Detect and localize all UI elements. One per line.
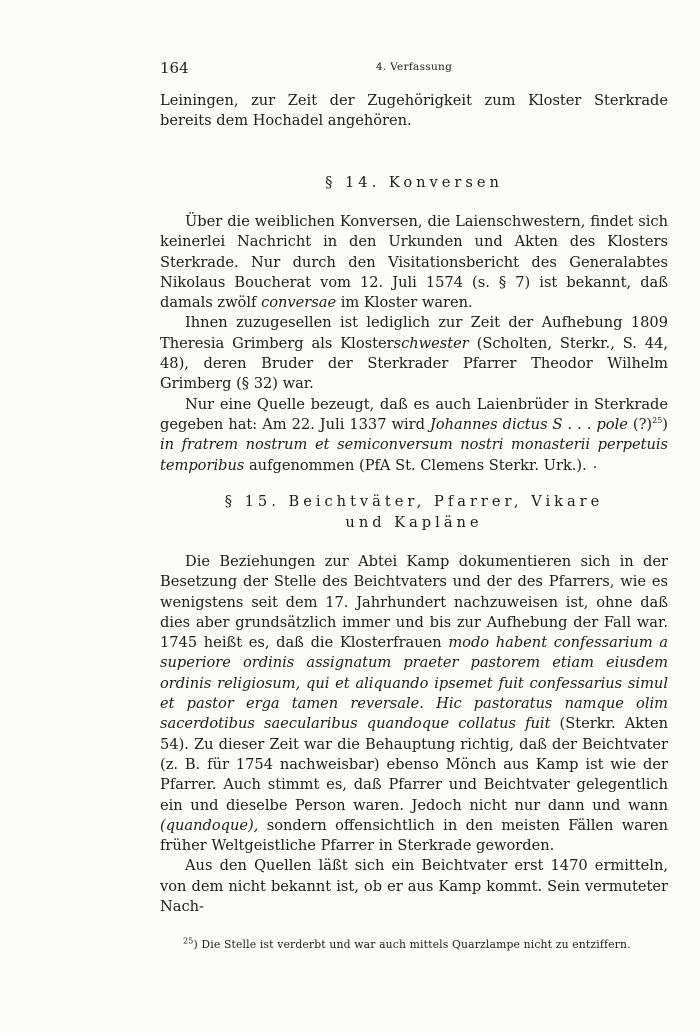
text-run: sondern offensichtlich in den meisten Fällen waren früher Weltgeistliche Pfarrer in Sterkrade geworden.	[160, 816, 668, 855]
section-15-heading	[160, 491, 668, 533]
section-14-body	[160, 212, 668, 476]
paragraph	[160, 552, 668, 856]
paragraph: Aus den Quellen läßt sich ein Beichtvater erst 1470 ermitteln, von dem nicht bekannt ist, ob er aus Kamp kommt. Sein vermuteter Nach-	[160, 857, 668, 916]
section-15-heading-line-2: und Kapläne	[345, 514, 483, 531]
text-run: Nur eine Quelle bezeugt, daß es auch Laienbrüder in Sterkrade gegeben hat: Am 22. Juli 1337 wird	[160, 395, 668, 433]
intro-text: Leiningen, zur Zeit der Zugehörigkeit zum Kloster Sterkrade bereits dem Hochadel angehören.	[160, 92, 668, 130]
text-run: aufgenommen (PfA St. Clemens Sterkr. Urk.).	[244, 456, 587, 474]
text-run: im Kloster waren.	[336, 294, 473, 312]
ink-speck	[594, 466, 596, 468]
intro-paragraph	[160, 91, 668, 132]
section-14-heading: § 14. Konversen	[325, 174, 503, 191]
footnote-number: 25	[183, 936, 194, 946]
footnote	[183, 938, 673, 952]
footnote-marker: 25	[652, 416, 663, 426]
latin-term: (quandoque),	[160, 816, 259, 834]
text-run: (Scholten, Sterkr., S. 44, 48), deren Bruder der Sterkrader Pfarrer Theodor Wilhelm Grimberg (§ 32) war.	[160, 334, 668, 393]
text-run: Über die weiblichen Konversen, die Laienschwestern, findet sich keinerlei Nachricht in den Urkunden und Akten des Klosters Sterkrade. Nur durch den Visitationsbericht des Generalabtes Nikolaus Boucherat vom 12. Juli 1574 (s. § 7) ist bekannt, daß damals zwölf	[160, 213, 668, 312]
latin-term: conversae	[261, 294, 337, 312]
text-run: (?)	[627, 415, 653, 433]
paragraph	[160, 212, 668, 313]
paragraph	[160, 395, 668, 476]
text-run: Die Beziehungen zur Abtei Kamp dokumentieren sich in der Besetzung der Stelle des Beichtvaters und der des Pfarrers, wie es wenigstens seit dem 17. Jahrhundert nachzuweisen ist, ohne daß dies aber grundsätzlich immer und bis zur Aufhebung der Fall war. 1745 heißt es, daß die Klosterfrauen	[160, 553, 668, 652]
text-run: Ihnen zuzugesellen ist lediglich zur Zeit der Aufhebung 1809 Theresia Grimberg als Kloster	[160, 314, 668, 352]
running-head: 4. Verfassung	[375, 61, 453, 73]
page-number: 164	[160, 59, 189, 77]
latin-name: Johannes dictus S . . . pole	[429, 415, 628, 433]
section-15-heading-line-1: § 15. Beichtväter, Pfarrer, Vikare	[224, 493, 604, 510]
footnote-text: ) Die Stelle ist verderbt und war auch mittels Quarzlampe nicht zu entziffern.	[193, 938, 631, 951]
page-header	[160, 59, 668, 79]
text-run: (Sterkr. Akten 54). Zu dieser Zeit war die Behauptung richtig, daß der Beichtvater (z. B. für 1754 nachweisbar) ebenso Mönch aus Kamp ist wie der Pfarrer. Auch stimmt es, daß Pfarrer und Beichtvater gelegentlich ein und dieselbe Person waren. Jedoch nicht nur dann und wann	[160, 715, 668, 814]
latin-quote: in fratrem nostrum et semiconversum nostri monasterii perpetuis temporibus	[160, 436, 668, 474]
emphasis: schwester	[393, 334, 469, 352]
text-run: )	[662, 415, 668, 433]
section-15-body	[160, 552, 668, 917]
latin-quote: modo habent confessarium a superiore ordinis assignatum praeter pastorem etiam eiusdem ordinis religiosum, qui et aliquando ipsemet fuit confessarius simul et pastor erga tamen reversale. Hic pastoratus namque olim sacerdotibus saecularibus quandoque collatus fuit	[160, 634, 668, 733]
paragraph	[160, 313, 668, 394]
